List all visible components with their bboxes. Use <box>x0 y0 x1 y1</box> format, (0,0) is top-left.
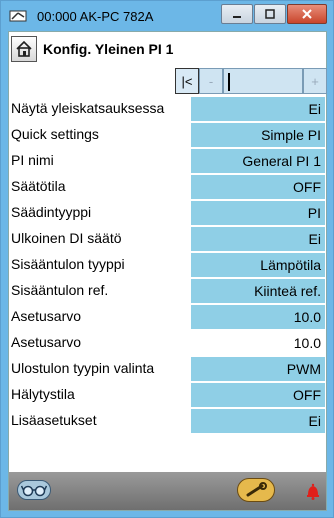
setting-value[interactable]: PI <box>191 201 325 225</box>
app-icon <box>9 9 27 23</box>
setting-row-pi-nimi[interactable] <box>9 148 326 174</box>
page-header <box>9 32 326 66</box>
setting-label: Lisäasetukset <box>11 412 97 428</box>
setting-value[interactable]: OFF <box>191 175 325 199</box>
setting-label: Sisääntulon ref. <box>11 282 109 298</box>
setting-label: Quick settings <box>11 126 99 142</box>
setting-value-readonly: 10.0 <box>293 335 321 351</box>
setting-row-sisaantulon-ref[interactable] <box>9 278 326 304</box>
alarm-bell-icon <box>305 482 321 500</box>
first-record-button[interactable] <box>175 68 199 94</box>
setting-value[interactable]: Ei <box>191 227 325 251</box>
window-title: 00:000 AK-PC 782A <box>37 9 154 24</box>
setting-value[interactable]: PWM <box>191 357 325 381</box>
setting-value[interactable]: 10.0 <box>191 305 325 329</box>
first-record-label: |< <box>181 73 193 89</box>
setting-label: Säätötila <box>11 178 66 194</box>
setting-value[interactable]: Kiinteä ref. <box>191 279 325 303</box>
setting-row-asetusarvo-editable[interactable] <box>9 304 326 330</box>
window-controls <box>220 4 327 24</box>
next-record-label: + <box>311 73 319 89</box>
record-number-field[interactable] <box>223 68 303 94</box>
home-button[interactable] <box>11 36 37 62</box>
setting-label: Hälytystila <box>11 386 75 402</box>
setting-row-sisaantulon-tyyppi[interactable] <box>9 252 326 278</box>
maximize-icon <box>264 9 276 19</box>
setting-row-saadintyyppi[interactable] <box>9 200 326 226</box>
setting-value[interactable]: Lämpötila <box>191 253 325 277</box>
service-button[interactable] <box>237 478 275 502</box>
maximize-button[interactable] <box>254 4 286 24</box>
setting-value[interactable]: Ei <box>191 409 325 433</box>
minimize-button[interactable] <box>221 4 253 24</box>
minimize-icon <box>231 9 243 19</box>
close-icon <box>301 8 313 20</box>
setting-label: Ulostulon tyypin valinta <box>11 360 155 376</box>
setting-label: Ulkoinen DI säätö <box>11 230 122 246</box>
overview-button[interactable] <box>17 480 51 500</box>
setting-row-asetusarvo-readonly <box>9 330 326 356</box>
setting-value[interactable]: OFF <box>191 383 325 407</box>
setting-label: Näytä yleiskatsauksessa <box>11 100 165 116</box>
setting-label: Asetusarvo <box>11 334 82 350</box>
record-navigation <box>175 68 327 94</box>
alarm-indicator[interactable] <box>303 480 323 502</box>
wrench-icon <box>244 482 268 498</box>
page-title: Konfig. Yleinen PI 1 <box>43 41 174 57</box>
setting-value[interactable]: Simple PI <box>191 123 325 147</box>
text-cursor <box>228 73 230 91</box>
setting-value[interactable]: General PI 1 <box>191 149 325 173</box>
settings-list <box>9 96 326 434</box>
home-icon <box>15 40 33 58</box>
next-record-button[interactable] <box>303 68 327 94</box>
setting-label: Säädintyyppi <box>11 204 92 220</box>
glasses-icon <box>21 483 47 497</box>
client-area <box>8 31 327 511</box>
close-button[interactable] <box>287 4 327 24</box>
setting-row-lisaasetukset[interactable] <box>9 408 326 434</box>
title-bar <box>1 1 333 31</box>
setting-value[interactable]: Ei <box>191 97 325 121</box>
setting-row-ulostulon-tyypin-valinta[interactable] <box>9 356 326 382</box>
setting-label: Sisääntulon tyyppi <box>11 256 125 272</box>
setting-row-nayta-yleiskatsauksessa[interactable] <box>9 96 326 122</box>
footer-toolbar <box>9 472 326 510</box>
setting-row-quick-settings[interactable] <box>9 122 326 148</box>
previous-record-button[interactable] <box>199 68 223 94</box>
setting-label: Asetusarvo <box>11 308 82 324</box>
setting-row-saatotila[interactable] <box>9 174 326 200</box>
setting-row-ulkoinen-di-saato[interactable] <box>9 226 326 252</box>
previous-record-label: - <box>208 73 214 89</box>
setting-row-halytystila[interactable] <box>9 382 326 408</box>
setting-label: PI nimi <box>11 152 54 168</box>
